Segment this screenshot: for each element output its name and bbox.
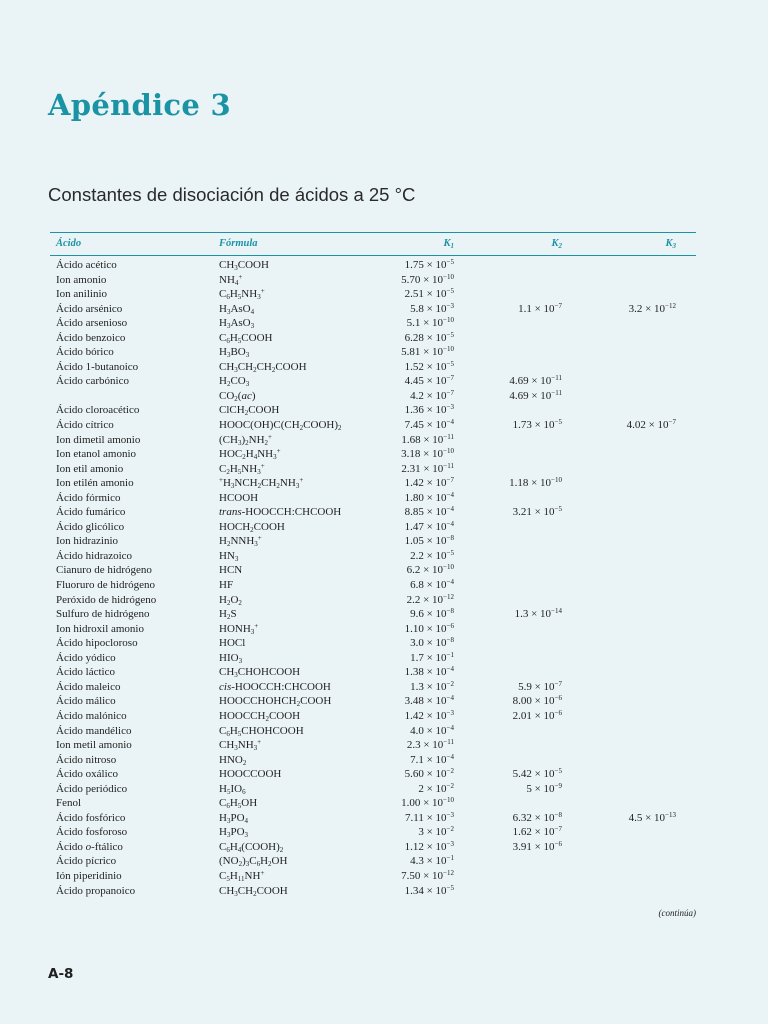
k1-value: $1.42 \times 10^{-7}$ bbox=[404, 476, 454, 490]
formula: $C_6H_5OH$ bbox=[219, 797, 258, 811]
k1-value: $5.70 \times 10^{-10}$ bbox=[401, 272, 454, 286]
header-k2-sub: 2 bbox=[558, 242, 562, 250]
acid-name: Ácido fumárico bbox=[56, 506, 126, 519]
table-row bbox=[50, 782, 696, 797]
k3-value: $4.5 \times 10^{-13}$ bbox=[628, 810, 676, 824]
acid-name: Ácido periódico bbox=[56, 782, 128, 795]
table-row bbox=[50, 476, 696, 491]
k1-value: $1.42 \times 10^{-3}$ bbox=[404, 708, 454, 722]
acid-name: Ácido hidrazoico bbox=[56, 549, 133, 562]
acid-constants-table bbox=[50, 232, 696, 898]
table-row bbox=[50, 520, 696, 535]
acid-name: Ácido fórmico bbox=[56, 491, 121, 504]
k2-value: $5.42 \times 10^{-5}$ bbox=[512, 767, 562, 781]
k1-value: $3 \times 10^{-2}$ bbox=[418, 825, 454, 839]
formula: $H_3PO_4$ bbox=[219, 811, 249, 825]
table-row bbox=[50, 418, 696, 433]
k2-value: $1.3 \times 10^{-14}$ bbox=[514, 607, 562, 621]
k1-value: $7.45 \times 10^{-4}$ bbox=[404, 418, 454, 432]
acid-name: Cianuro de hidrógeno bbox=[56, 564, 152, 577]
k1-value: $1.10 \times 10^{-6}$ bbox=[404, 621, 454, 635]
k1-value: $1.36 \times 10^{-3}$ bbox=[404, 403, 454, 417]
formula: $HNO_2$ bbox=[219, 753, 247, 767]
k2-value: $3.91 \times 10^{-6}$ bbox=[512, 839, 562, 853]
k1-value: $4.2 \times 10^{-7}$ bbox=[410, 388, 454, 402]
acid-name: Sulfuro de hidrógeno bbox=[56, 608, 150, 621]
acid-name: Ácido bórico bbox=[56, 346, 114, 359]
k2-value: $1.1 \times 10^{-7}$ bbox=[518, 301, 562, 315]
formula: HCN bbox=[219, 564, 243, 577]
k1-value: $5.60 \times 10^{-2}$ bbox=[404, 767, 454, 781]
acid-name: Ácido o-ftálico bbox=[56, 840, 123, 853]
formula: $C_2H_5NH_3^+$ bbox=[219, 461, 265, 476]
k1-value: $2.51 \times 10^{-5}$ bbox=[404, 287, 454, 301]
acid-name: Ácido carbónico bbox=[56, 375, 129, 388]
table-row bbox=[50, 825, 696, 840]
table-row bbox=[50, 578, 696, 593]
acid-name: Ácido fosforoso bbox=[56, 826, 128, 839]
table-row bbox=[50, 302, 696, 317]
acid-name: Ácido acético bbox=[56, 259, 117, 271]
header-k1-sub: 1 bbox=[450, 242, 454, 250]
formula: $(CH_3)_2NH_2^+$ bbox=[219, 432, 272, 447]
table-row bbox=[50, 622, 696, 637]
header-k3: $K_3$ bbox=[665, 238, 676, 250]
formula: $HOOCCHOHCH_2COOH$ bbox=[219, 695, 332, 709]
k2-value: $5.9 \times 10^{-7}$ bbox=[518, 679, 562, 693]
k1-value: $7.11 \times 10^{-3}$ bbox=[405, 810, 454, 824]
acid-name: Ácido nitroso bbox=[56, 753, 117, 766]
formula: $H_3AsO_3$ bbox=[219, 317, 255, 331]
table-row bbox=[50, 636, 696, 651]
formula: $(NO_2)_3C_6H_2OH$ bbox=[219, 855, 288, 869]
k1-value: $6.2 \times 10^{-10}$ bbox=[406, 563, 454, 577]
k1-value: $1.75 \times 10^{-5}$ bbox=[404, 258, 454, 271]
table-row bbox=[50, 273, 696, 288]
acid-name: Fenol bbox=[56, 797, 82, 810]
table-row bbox=[50, 767, 696, 782]
table-row bbox=[50, 869, 696, 884]
k1-value: $1.52 \times 10^{-5}$ bbox=[404, 359, 454, 373]
header-k1: $K_1$ bbox=[443, 238, 454, 250]
formula: trans-HOOCCH:CHCOOH bbox=[219, 506, 342, 519]
table-row bbox=[50, 345, 696, 360]
formula: $CO_2(ac)$ bbox=[219, 389, 256, 403]
acid-name: Ion etanol amonio bbox=[56, 448, 137, 461]
formula: $CH_3COOH$ bbox=[219, 259, 269, 272]
acid-name: Ácido 1-butanoico bbox=[56, 360, 139, 373]
table-row bbox=[50, 738, 696, 753]
formula: $CH_3CH_2CH_2COOH$ bbox=[219, 360, 307, 374]
table-row bbox=[50, 854, 696, 869]
table-body bbox=[50, 256, 696, 898]
formula: $H_5IO_6$ bbox=[219, 782, 246, 796]
table-row bbox=[50, 316, 696, 331]
k1-value: $4.0 \times 10^{-4}$ bbox=[410, 723, 454, 737]
table-row bbox=[50, 753, 696, 768]
table-row bbox=[50, 374, 696, 389]
table-row bbox=[50, 331, 696, 346]
k1-value: $6.8 \times 10^{-4}$ bbox=[410, 578, 454, 592]
continued-label: (continúa) bbox=[658, 908, 696, 918]
acid-name: Ion hidrazinio bbox=[56, 535, 119, 548]
section-title: Constantes de disociación de ácidos a 25 °C bbox=[48, 184, 416, 205]
table-row bbox=[50, 651, 696, 666]
k1-value: $8.85 \times 10^{-4}$ bbox=[404, 505, 454, 519]
formula: HOCl bbox=[219, 637, 246, 650]
acid-name: Ácido málico bbox=[56, 695, 116, 708]
acid-name: Ion etil amonio bbox=[56, 462, 124, 475]
acid-name: Ácido pícrico bbox=[56, 855, 117, 868]
k1-value: $1.05 \times 10^{-8}$ bbox=[404, 534, 454, 548]
acid-name: Ácido benzoico bbox=[56, 331, 126, 344]
formula: $H_3AsO_4$ bbox=[219, 302, 255, 316]
k1-value: $1.7 \times 10^{-1}$ bbox=[410, 650, 454, 664]
k1-value: $1.34 \times 10^{-5}$ bbox=[404, 883, 454, 897]
acid-name: Ácido fosfórico bbox=[56, 811, 126, 824]
k1-value: $7.1 \times 10^{-4}$ bbox=[410, 752, 454, 766]
acid-name: Ácido hipocloroso bbox=[56, 637, 138, 650]
k1-value: $2 \times 10^{-2}$ bbox=[418, 781, 454, 795]
k3-value: $3.2 \times 10^{-12}$ bbox=[628, 301, 676, 315]
acid-name: Ácido maleico bbox=[56, 680, 121, 693]
table-row bbox=[50, 607, 696, 622]
formula: $C_6H_4(COOH)_2$ bbox=[219, 840, 284, 854]
acid-name: Ácido yódico bbox=[56, 651, 116, 664]
table-row bbox=[50, 403, 696, 418]
formula: $H_2NNH_3^+$ bbox=[219, 534, 262, 549]
formula: $^+H_3NCH_2CH_2NH_3^+$ bbox=[219, 476, 304, 491]
k1-value: $4.3 \times 10^{-1}$ bbox=[410, 854, 454, 868]
acid-name: Ácido malónico bbox=[56, 709, 127, 722]
acid-name: Peróxido de hidrógeno bbox=[56, 593, 157, 606]
table-row bbox=[50, 593, 696, 608]
formula: $NH_4^+$ bbox=[219, 272, 243, 287]
k1-value: $2.3 \times 10^{-11}$ bbox=[406, 738, 454, 752]
formula: $H_2S$ bbox=[219, 608, 237, 622]
table-row bbox=[50, 811, 696, 826]
k1-value: $2.31 \times 10^{-11}$ bbox=[401, 461, 454, 475]
k1-value: $5.8 \times 10^{-3}$ bbox=[410, 301, 454, 315]
formula: $H_3PO_3$ bbox=[219, 826, 249, 840]
formula: $HONH_3^+$ bbox=[219, 621, 259, 636]
formula: $H_2O_2$ bbox=[219, 593, 242, 607]
page-number: A-8 bbox=[48, 966, 74, 982]
formula: $C_6H_5COOH$ bbox=[219, 331, 273, 345]
k1-value: $1.00 \times 10^{-10}$ bbox=[401, 796, 454, 810]
k1-value: $3.0 \times 10^{-8}$ bbox=[410, 636, 454, 650]
k1-value: $9.6 \times 10^{-8}$ bbox=[410, 607, 454, 621]
acid-name: Ácido mandélico bbox=[56, 724, 132, 737]
header-k2: $K_2$ bbox=[551, 238, 562, 250]
formula: $HOOCCH_2COOH$ bbox=[219, 709, 301, 723]
table-row bbox=[50, 665, 696, 680]
k2-value: $6.32 \times 10^{-8}$ bbox=[512, 810, 562, 824]
acid-name: Ácido cítrico bbox=[56, 419, 114, 432]
table-row bbox=[50, 287, 696, 302]
table-row bbox=[50, 796, 696, 811]
formula: $HOOC(OH)C(CH_2COOH)_2$ bbox=[219, 419, 342, 433]
k2-value: $1.62 \times 10^{-7}$ bbox=[512, 825, 562, 839]
k2-value: $5 \times 10^{-9}$ bbox=[526, 781, 562, 795]
acid-name: Ácido arsénico bbox=[56, 302, 123, 315]
acid-name: Ácido cloroacético bbox=[56, 404, 140, 417]
k1-value: $5.81 \times 10^{-10}$ bbox=[401, 345, 454, 359]
table-row bbox=[50, 840, 696, 855]
k2-value: $1.73 \times 10^{-5}$ bbox=[512, 418, 562, 432]
k3-value: $4.02 \times 10^{-7}$ bbox=[626, 418, 676, 432]
k1-value: $3.48 \times 10^{-4}$ bbox=[404, 694, 454, 708]
table-row bbox=[50, 389, 696, 404]
k1-value: $1.38 \times 10^{-4}$ bbox=[404, 665, 454, 679]
k2-value: $4.69 \times 10^{-11}$ bbox=[509, 388, 562, 402]
formula: $HOC_2H_4NH_3^+$ bbox=[219, 447, 281, 462]
k2-value: $2.01 \times 10^{-6}$ bbox=[512, 708, 562, 722]
k1-value: $2.2 \times 10^{-5}$ bbox=[410, 548, 454, 562]
table-row bbox=[50, 505, 696, 520]
formula: $CH_3CH_2COOH$ bbox=[219, 884, 288, 898]
acid-name: Ion metil amonio bbox=[56, 739, 132, 752]
formula: HF bbox=[219, 579, 234, 592]
acid-name: Ácido láctico bbox=[56, 666, 115, 679]
table-header bbox=[50, 232, 696, 256]
table-row bbox=[50, 884, 696, 899]
k1-value: $1.47 \times 10^{-4}$ bbox=[404, 519, 454, 533]
acid-name: Ion etilén amonio bbox=[56, 477, 134, 490]
acid-name: Ácido arsenioso bbox=[56, 317, 128, 330]
table-row bbox=[50, 447, 696, 462]
table-row bbox=[50, 709, 696, 724]
acid-name: Ion anilinio bbox=[56, 288, 108, 301]
table-row bbox=[50, 462, 696, 477]
formula: $C_5H_{11}NH^+$ bbox=[219, 868, 265, 883]
appendix-title: Apéndice 3 bbox=[48, 88, 231, 122]
k1-value: $7.50 \times 10^{-12}$ bbox=[401, 868, 454, 882]
header-formula: Fórmula bbox=[219, 238, 258, 249]
formula: $H_3BO_3$ bbox=[219, 346, 250, 360]
table-row bbox=[50, 724, 696, 739]
k1-value: $1.3 \times 10^{-2}$ bbox=[410, 679, 454, 693]
formula: ClCH$_2$COOH bbox=[219, 404, 280, 418]
table-row bbox=[50, 563, 696, 578]
k1-value: $5.1 \times 10^{-10}$ bbox=[406, 316, 454, 330]
header-k3-sub: 3 bbox=[672, 242, 676, 250]
acid-name: Ácido oxálico bbox=[56, 768, 119, 781]
k1-value: $1.80 \times 10^{-4}$ bbox=[404, 490, 454, 504]
k1-value: $1.68 \times 10^{-11}$ bbox=[401, 432, 454, 446]
table-row bbox=[50, 258, 696, 273]
k1-value: $2.2 \times 10^{-12}$ bbox=[406, 592, 454, 606]
k1-value: $4.45 \times 10^{-7}$ bbox=[404, 374, 454, 388]
table-row bbox=[50, 360, 696, 375]
formula: $C_6H_5NH_3^+$ bbox=[219, 287, 265, 302]
formula: $CH_3NH_3^+$ bbox=[219, 738, 262, 753]
table-row bbox=[50, 433, 696, 448]
k1-value: $1.12 \times 10^{-3}$ bbox=[404, 839, 454, 853]
formula: $HOCH_2COOH$ bbox=[219, 520, 285, 534]
acid-name: Ion hidroxil amonio bbox=[56, 622, 144, 635]
formula: $CH_3CHOHCOOH$ bbox=[219, 666, 301, 680]
header-acid: Ácido bbox=[56, 238, 82, 249]
k1-value: $6.28 \times 10^{-5}$ bbox=[404, 330, 454, 344]
table-row bbox=[50, 534, 696, 549]
table-row bbox=[50, 549, 696, 564]
acid-name: Fluoruro de hidrógeno bbox=[56, 579, 155, 592]
acid-name: Ácido glicólico bbox=[56, 520, 125, 533]
k2-value: $8.00 \times 10^{-6}$ bbox=[512, 694, 562, 708]
table-row bbox=[50, 680, 696, 695]
formula: HCOOH bbox=[219, 491, 259, 504]
acid-name: Ácido propanoico bbox=[56, 884, 136, 897]
k1-value: $3.18 \times 10^{-10}$ bbox=[401, 447, 454, 461]
k2-value: $1.18 \times 10^{-10}$ bbox=[509, 476, 562, 490]
table-row bbox=[50, 491, 696, 506]
formula: $H_2CO_3$ bbox=[219, 375, 250, 389]
k2-value: $4.69 \times 10^{-11}$ bbox=[509, 374, 562, 388]
acid-name: Ion dimetil amonio bbox=[56, 433, 141, 446]
k2-value: $3.21 \times 10^{-5}$ bbox=[512, 505, 562, 519]
table-row bbox=[50, 694, 696, 709]
formula: $C_6H_5CHOHCOOH$ bbox=[219, 724, 304, 738]
acid-name: Ion amonio bbox=[56, 273, 107, 286]
formula: HOOCCOOH bbox=[219, 768, 282, 781]
acid-name: Ión piperidinio bbox=[56, 869, 122, 882]
formula: cis-HOOCCH:CHCOOH bbox=[219, 680, 331, 693]
formula: $HN_3$ bbox=[219, 549, 239, 563]
formula: $HIO_3$ bbox=[219, 651, 243, 665]
